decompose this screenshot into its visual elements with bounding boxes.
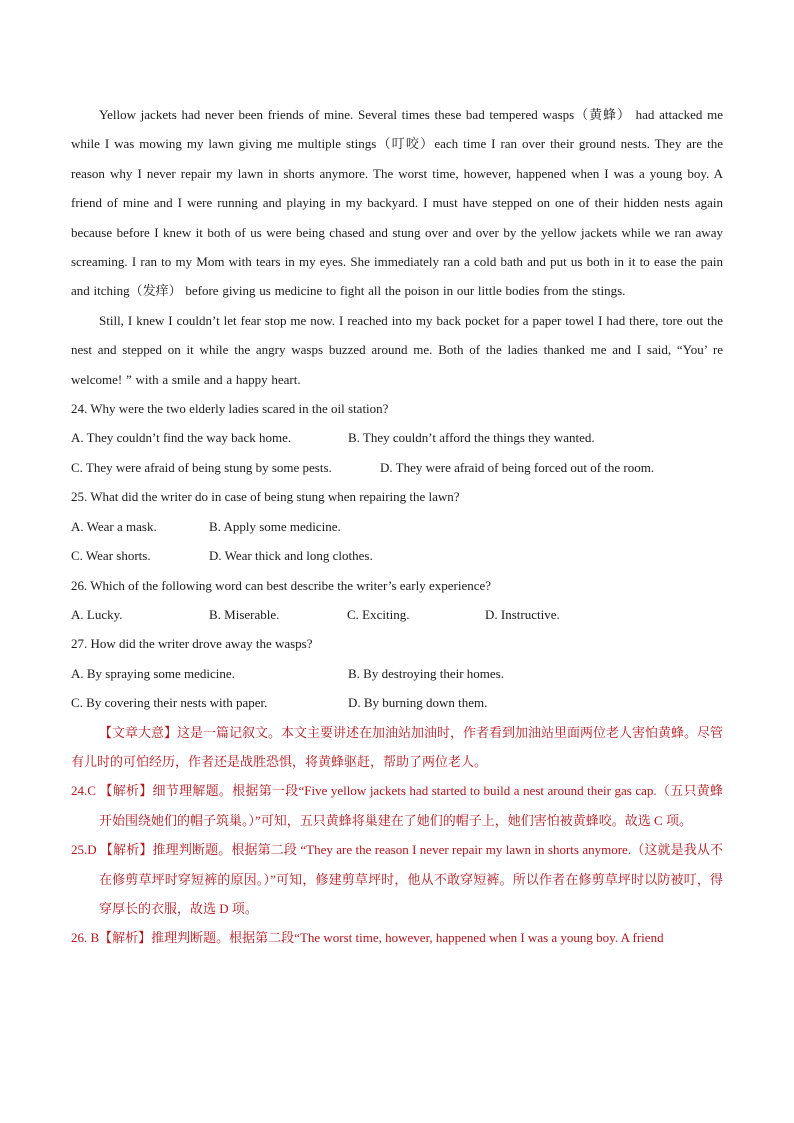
question-24-options-row-2	[71, 453, 723, 482]
option-26-a: A. Lucky.	[71, 606, 123, 622]
option-25-b: B. Apply some medicine.	[209, 518, 341, 534]
question-27-stem: 27. How did the writer drove away the wasps?	[71, 636, 313, 652]
question-27-options-row-2	[71, 688, 723, 717]
answer-24-text: 24.C 【解析】细节理解题。根据第一段“Five yellow jackets had started to build a nest around their gas cap.（五只黄蜂开始围绕她们的帽子筑巢。）”可知，五只黄蜂将巢建在了她们的帽子上，她们害怕被黄蜂咬。故选 C 项。	[71, 783, 723, 828]
option-27-d: D. By burning down them.	[348, 695, 488, 711]
option-24-d: D. They were afraid of being forced out of the room.	[380, 459, 655, 475]
option-24-c: C. They were afraid of being stung by some pests.	[71, 459, 332, 475]
page-content	[71, 100, 723, 953]
question-25-options-row-1	[71, 512, 723, 541]
question-26-stem: 26. Which of the following word can best describe the writer’s early experience?	[71, 577, 492, 593]
answer-26-text: 26. B【解析】推理判断题。根据第二段“The worst time, however, happened when I was a young boy. A friend	[71, 930, 664, 946]
question-24-options-row-1	[71, 423, 723, 452]
article-summary: 【文章大意】这是一篇记叙文。本文主要讲述在加油站加油时，作者看到加油站里面两位老人害怕黄蜂。尽管有儿时的可怕经历，作者还是战胜恐惧，将黄蜂驱赶，帮助了两位老人。	[71, 724, 724, 769]
option-27-b: B. By destroying their homes.	[348, 665, 504, 681]
option-27-a: A. By spraying some medicine.	[71, 665, 235, 681]
answer-24	[71, 776, 723, 835]
option-26-c: C. Exciting.	[347, 606, 410, 622]
option-27-c: C. By covering their nests with paper.	[71, 695, 268, 711]
passage-paragraph-2: Still, I knew I couldn’t let fear stop me now. I reached into my back pocket for a paper towel I had there, tore out the nest and stepped on it while the angry wasps buzzed around me. Both of the ladies thanked me and I said, “You’ re welcome! ” with a smile and a happy heart.	[71, 312, 723, 387]
option-25-c: C. Wear shorts.	[71, 548, 151, 564]
question-24-stem: 24. Why were the two elderly ladies scared in the oil station?	[71, 401, 389, 417]
answer-25	[71, 835, 723, 923]
option-24-b: B. They couldn’t afford the things they wanted.	[348, 430, 595, 446]
option-24-a: A. They couldn’t find the way back home.	[71, 430, 292, 446]
option-25-a: A. Wear a mask.	[71, 518, 157, 534]
question-27-options-row-1	[71, 659, 723, 688]
option-25-d: D. Wear thick and long clothes.	[209, 548, 373, 564]
answer-25-text: 25.D 【解析】推理判断题。根据第二段 “They are the reason I never repair my lawn in shorts anymore.（这就是我从不在修剪草坪时穿短裤的原因。）”可知，修建剪草坪时，他从不敢穿短裤。所以作者在修剪草坪时以防被叮，得穿厚长的衣服，故选 D 项。	[71, 842, 723, 916]
option-26-b: B. Miserable.	[209, 606, 280, 622]
answer-26	[71, 923, 723, 952]
question-26-options	[71, 600, 723, 629]
option-26-d: D. Instructive.	[485, 606, 560, 622]
question-25-stem: 25. What did the writer do in case of being stung when repairing the lawn?	[71, 489, 460, 505]
passage-paragraph-1: Yellow jackets had never been friends of mine. Several times these bad tempered wasps（黄蜂） had attacked me while I was mowing my lawn giving me multiple stings（叮咬）each time I ran over their ground nests. They are the reason why I never repair my lawn in shorts anymore. The worst time, however, happened when I was a young boy. A friend of mine and I were running and playing in my backyard. I must have stepped on one of their hidden nests again because before I knew it both of us were being chased and stung over and over by the yellow jackets while we ran away screaming. I ran to my Mom with tears in my eyes. She immediately ran a cold bath and put us both in it to ease the pain and itching（发痒） before giving us medicine to fight all the poison in our little bodies from the stings.	[71, 107, 723, 299]
question-25-options-row-2	[71, 541, 723, 570]
